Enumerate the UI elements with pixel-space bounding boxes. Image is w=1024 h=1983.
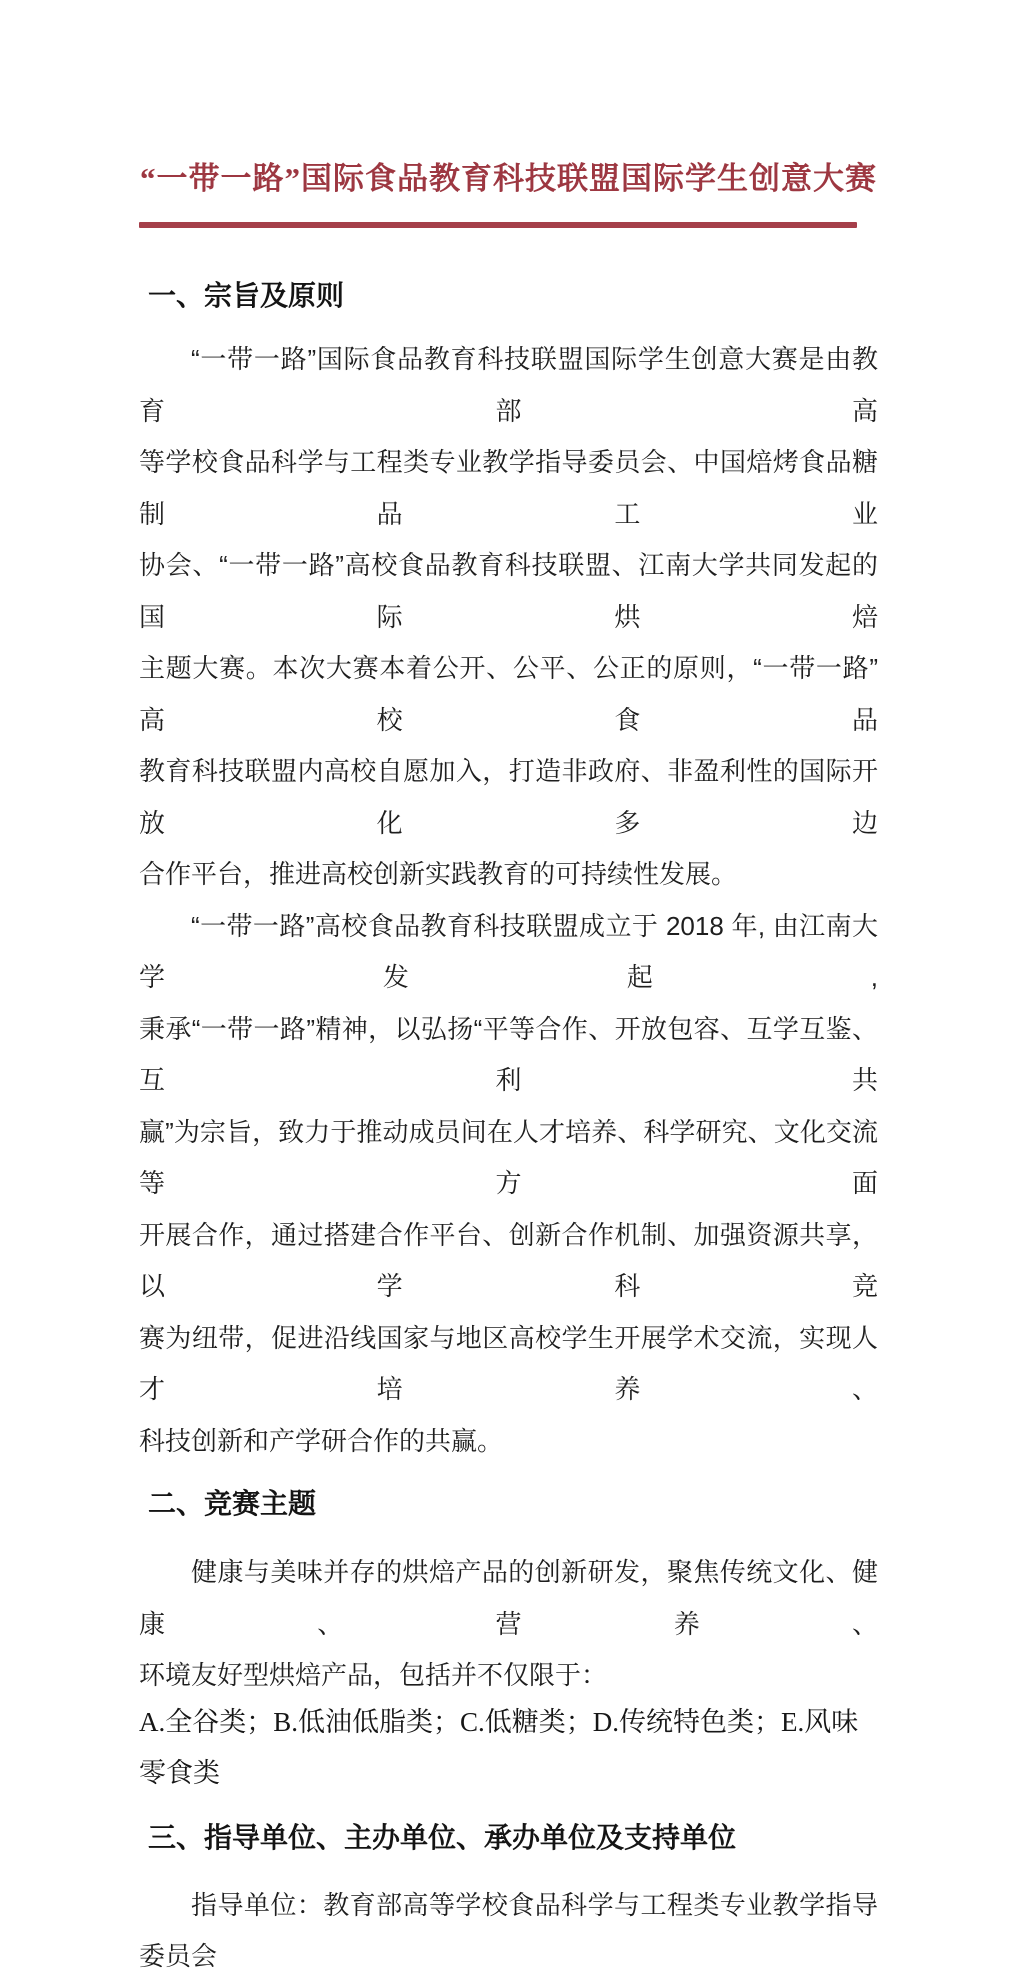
paragraph-guidance-unit [139,1880,878,1983]
body-line: 秉承“一带一路”精神，以弘扬“平等合作、开放包容、互学互鉴、互利共 [139,1013,878,1095]
title-divider-rule [139,222,857,228]
document-page [0,161,1024,1971]
document-title: “一带一路”国际食品教育科技联盟国际学生创意大赛 [140,161,877,196]
body-line: 教育科技联盟内高校自愿加入，打造非政府、非盈利性的国际开放化多边 [139,756,878,838]
body-line: 科技创新和产学研合作的共赢。 [139,1425,504,1456]
paragraph-alliance-history [139,901,878,1468]
paragraph-categories [139,1697,878,1800]
paragraph-theme [139,1547,878,1702]
section-organizing-units [139,1822,878,1983]
body-line: 健康与美味并存的烘焙产品的创新研发，聚焦传统文化、健康、营养、 [139,1557,878,1639]
body-line: 等学校食品科学与工程类专业教学指导委员会、中国焙烤食品糖制品工业 [139,447,878,529]
section-competition-theme [139,1488,878,1800]
paragraph-intro [139,334,878,901]
body-line: “一带一路”高校食品教育科技联盟成立于 2018 年, 由江南大学发起, [139,910,878,992]
body-line: 协会、“一带一路”高校食品教育科技联盟、江南大学共同发起的国际烘焙 [139,550,878,632]
section-2-heading: 二、竞赛主题 [148,1488,317,1519]
body-line: 赛为纽带，促进沿线国家与地区高校学生开展学术交流，实现人才培养、 [139,1322,878,1404]
category-list-line: A.全谷类；B.低油低脂类；C.低糖类；D.传统特色类；E.风味零食类 [139,1706,859,1788]
body-line: 主题大赛。本次大赛本着公开、公平、公正的原则，“一带一路”高校食品 [139,653,878,735]
body-line: 环境友好型烘焙产品，包括并不仅限于： [139,1660,608,1690]
section-purpose-and-principles [139,280,878,1467]
guidance-unit-line: 指导单位：教育部高等学校食品科学与工程类专业教学指导委员会 [139,1889,878,1971]
section-3-heading: 三、指导单位、主办单位、承办单位及支持单位 [148,1821,737,1853]
section-1-heading: 一、宗旨及原则 [148,280,345,311]
body-line: 开展合作，通过搭建合作平台、创新合作机制、加强资源共享，以学科竞 [139,1219,878,1301]
body-line: 合作平台，推进高校创新实践教育的可持续性发展。 [139,859,738,889]
body-line: “一带一路”国际食品教育科技联盟国际学生创意大赛是由教育部高 [139,344,878,426]
body-line: 赢”为宗旨，致力于推动成员间在人才培养、科学研究、文化交流等方面 [139,1116,878,1198]
